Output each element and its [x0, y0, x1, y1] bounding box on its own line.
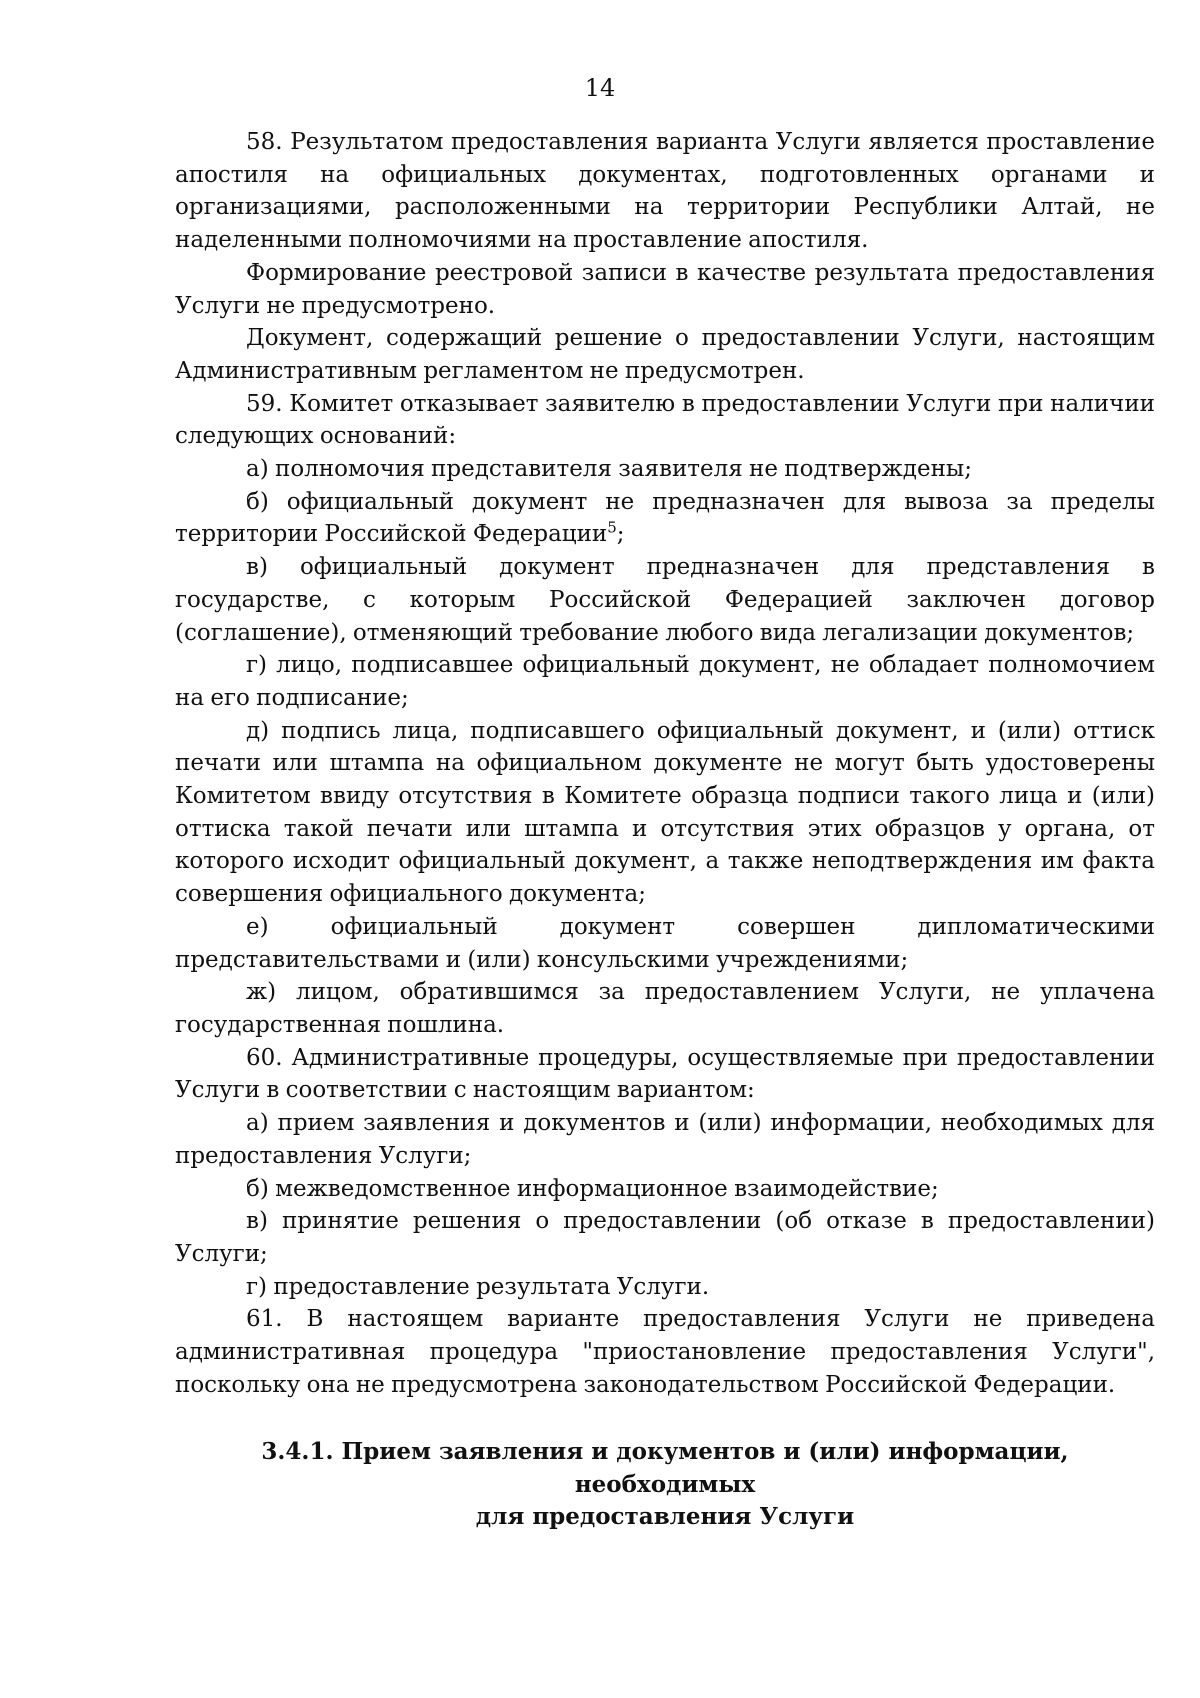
list-item-59-d: д) подпись лица, подписавшего официальный документ, и (или) оттиск печати или штампа на официальном документе не могут быть удостоверены Комитетом ввиду отсутствия в Комитете образца подписи такого лица и (или) оттиска такой печати или штампа и отсутствия этих образцов у органа, от которого исходит официальный документ, а также неподтверждения им факта совершения официального документа; [175, 717, 1155, 908]
section-heading [175, 1436, 1155, 1534]
list-item-59-b-text: б) официальный документ не предназначен для вывоза за пределы территории Российской Федерации [175, 488, 1155, 548]
list-item-59-b [175, 486, 1155, 551]
list-item-59-zh: ж) лицом, обратившимся за предоставлением Услуги, не уплачена государственная пошлина. [175, 979, 1155, 1038]
list-item-59-g: г) лицо, подписавшее официальный документ, не обладает полномочием на его подписание; [175, 652, 1155, 711]
paragraph-60: 60. Административные процедуры, осуществляемые при предоставлении Услуги в соответствии с настоящим вариантом: [175, 1044, 1155, 1104]
list-item-59-v: в) официальный документ предназначен для представления в государстве, с которым Российской Федерацией заключен договор (соглашение), отменяющий требование любого вида легализации документов; [175, 554, 1155, 646]
list-item-60-v: в) принятие решения о предоставлении (об отказе в предоставлении) Услуги; [175, 1208, 1155, 1267]
footnote-reference: 5 [607, 518, 617, 537]
paragraph-decision-document: Документ, содержащий решение о предоставлении Услуги, настоящим Административным регламентом не предусмотрен. [175, 325, 1155, 384]
paragraph-61: 61. В настоящем варианте предоставления Услуги не приведена административная процедура "приостановление предоставления Услуги", поскольку она не предусмотрена законодательством Российской Федерации. [175, 1306, 1155, 1398]
list-item-60-g: г) предоставление результата Услуги. [246, 1273, 710, 1300]
list-item-59-a: а) полномочия представителя заявителя не подтверждены; [246, 456, 972, 483]
paragraph-registry-record: Формирование реестровой записи в качестве результата предоставления Услуги не предусмотрено. [175, 259, 1155, 319]
paragraph-59: 59. Комитет отказывает заявителю в предоставлении Услуги при наличии следующих оснований: [175, 390, 1155, 450]
page-number: 14 [584, 74, 616, 102]
section-heading-line-1: 3.4.1. Прием заявления и документов и (или) информации, необходимых [261, 1438, 1069, 1498]
list-item-59-e: е) официальный документ совершен дипломатическими представительствами и (или) консульскими учреждениями; [175, 913, 1155, 973]
paragraph-58: 58. Результатом предоставления варианта Услуги является проставление апостиля на официальных документах, подготовленных органами и организациями, расположенными на территории Республики Алтай, не наделенными полномочиями на проставление апостиля. [175, 129, 1155, 254]
document-body [175, 126, 1155, 1401]
list-item-60-b: б) межведомственное информационное взаимодействие; [246, 1175, 939, 1202]
list-item-59-b-tail: ; [616, 521, 625, 548]
list-item-60-a: а) прием заявления и документов и (или) информации, необходимых для предоставления Услуги; [175, 1110, 1155, 1169]
section-heading-line-2: для предоставления Услуги [475, 1503, 855, 1531]
